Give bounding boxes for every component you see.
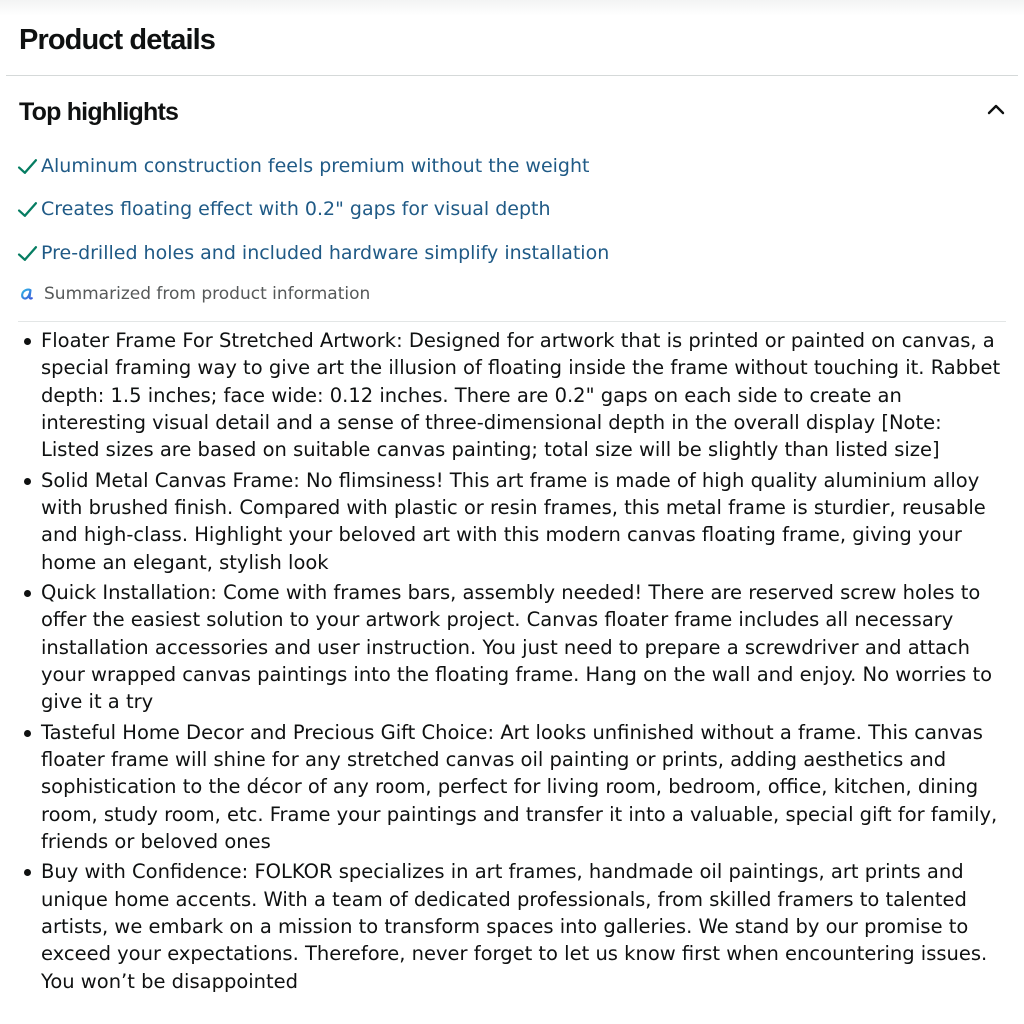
bullet-dot-icon	[24, 730, 31, 737]
highlight-text: Pre-drilled holes and included hardware simplify installation	[41, 242, 610, 264]
highlight-item	[17, 194, 551, 224]
feature-bullet-text: Buy with Confidence: FOLKOR specializes in art frames, handmade oil paintings, art prints and unique home accents. With a team of dedicated professionals, from skilled framers to talented artists, we embark on a mission to transform spaces into galleries. We stand by our promise to exceed your expectations. Therefore, never forget to let us know first when encountering issues. You won’t be disappointed	[41, 860, 988, 993]
chevron-up-icon[interactable]	[984, 98, 1008, 122]
feature-bullet	[41, 327, 1001, 463]
bullet-dot-icon	[24, 869, 31, 876]
feature-bullet	[41, 579, 1001, 715]
check-icon	[17, 199, 38, 220]
feature-bullet-text: Floater Frame For Stretched Artwork: Designed for artwork that is printed or painted on canvas, a special framing way to give art the illusion of floating inside the frame without touching it. Rabbet depth: 1.5 inches; face wide: 0.12 inches. There are 0.2" gaps on each side to create an interesting visual detail and a sense of three-dimensional depth in the overall display [Note: Listed sizes are based on suitable canvas painting; total size will be slightly than listed size]	[41, 329, 1001, 462]
section-title: Top highlights	[19, 98, 179, 126]
bullet-dot-icon	[24, 338, 31, 345]
summary-note	[19, 281, 370, 307]
feature-bullets	[41, 327, 1001, 998]
summary-text: Summarized from product information	[44, 284, 371, 304]
check-icon	[17, 156, 38, 177]
feature-bullet-text: Tasteful Home Decor and Precious Gift Choice: Art looks unfinished without a frame. This canvas floater frame will shine for any stretched canvas oil painting or prints, adding aesthetics and sophistication to the décor of any room, perfect for living room, bedroom, office, kitchen, dining room, study room, etc. Frame your paintings and transfer it into a valuable, special gift for family, friends or beloved ones	[41, 720, 998, 853]
bullet-dot-icon	[24, 478, 31, 485]
feature-bullet-text: Solid Metal Canvas Frame: No flimsiness! This art frame is made of high quality aluminium alloy with brushed finish. Compared with plastic or resin frames, this metal frame is sturdier, reusable and high-class. Highlight your beloved art with this modern canvas floating frame, giving your home an elegant, stylish look	[41, 468, 986, 574]
top-highlights-toggle[interactable]	[0, 90, 1024, 134]
page-title: Product details	[19, 24, 215, 56]
section-divider	[6, 75, 1018, 76]
ai-sparkle-icon	[19, 285, 37, 303]
top-strip	[0, 0, 1024, 16]
highlight-text: Aluminum construction feels premium without the weight	[41, 155, 590, 177]
highlight-text: Creates floating effect with 0.2" gaps for visual depth	[41, 198, 551, 220]
feature-bullet	[41, 858, 1001, 994]
feature-bullet	[41, 467, 1001, 576]
feature-bullet	[41, 719, 1001, 855]
section-divider	[18, 321, 1006, 322]
check-icon	[17, 243, 38, 264]
feature-bullet-text: Quick Installation: Come with frames bars, assembly needed! There are reserved screw holes to offer the easiest solution to your artwork project. Canvas floater frame includes all necessary installation accessories and user instruction. You just need to prepare a screwdriver and attach your wrapped canvas paintings into the floating frame. Hang on the wall and enjoy. No worries to give it a try	[41, 581, 993, 714]
bullet-dot-icon	[24, 590, 31, 597]
highlight-item	[17, 151, 590, 181]
highlight-item	[17, 238, 609, 268]
